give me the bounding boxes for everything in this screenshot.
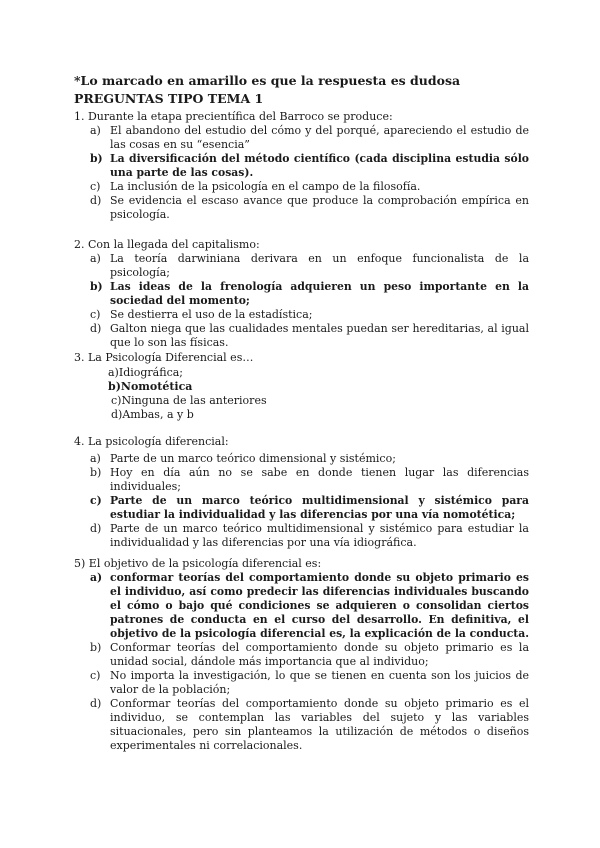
option-1a: a) El abandono del estudio del cómo y del porqué, apareciendo el estudio de las cosas en su “esencia” [90,124,529,151]
question-2-options [74,252,529,350]
page-title: PREGUNTAS TIPO TEMA 1 [74,91,264,106]
option-5b: b) Conformar teorías del comportamiento donde su objeto primario es la unidad social, dándole más importancia que al individuo; [90,641,529,668]
question-4: 4. La psicología diferencial: [74,435,229,448]
option-4a: a) Parte de un marco teórico dimensional y sistémico; [90,452,396,465]
option-2d: d) Galton niega que las cualidades mentales puedan ser hereditarias, al igual que lo son las físicas. [90,322,529,349]
option-1c: c) La inclusión de la psicología en el campo de la filosofía. [90,180,421,193]
question-4-options [74,452,529,550]
option-2a: a) La teoría darwiniana derivara en un enfoque funcionalista de la psicología; [90,252,529,279]
question-5-options [74,571,529,753]
option-4c-answer: c) Parte de un marco teórico multidimensional y sistémico para estudiar la individualidad y las diferencias por una vía nomotética; [90,494,529,521]
option-5c: c) No importa la investigación, lo que se tienen en cuenta son los juicios de valor de la población; [90,669,529,696]
option-1d: d) Se evidencia el escaso avance que produce la comprobación empírica en psicología. [90,194,529,221]
doubt-note: *Lo marcado en amarillo es que la respuesta es dudosa [74,73,461,88]
question-1-options [74,124,529,222]
question-3: 3. La Psicología Diferencial es… [74,351,254,364]
option-3d: d)Ambas, a y b [111,408,194,421]
option-3c: c)Ninguna de las anteriores [111,394,267,407]
question-2: 2. Con la llegada del capitalismo: [74,238,260,251]
option-3b-answer: b)Nomotética [108,380,193,393]
option-2c: c) Se destierra el uso de la estadística; [90,308,313,321]
question-1: 1. Durante la etapa precientífica del Barroco se produce: [74,110,393,123]
option-3a: a)Idiográfica; [108,366,183,379]
option-5a-answer: a) conformar teorías del comportamiento donde su objeto primario es el individuo, así como predecir las diferencias individuales buscando el cómo o bajo qué condiciones se adquieren o consolidan ciertos patrones de conducta en el curso del desarrollo. En definitiva, el objetivo de la psicología diferencial es, la explicación de la conducta. [90,571,530,640]
option-4b: b) Hoy en día aún no se sabe en donde tienen lugar las diferencias individuales; [90,466,529,493]
question-5: 5) El objetivo de la psicología diferencial es: [74,557,322,570]
option-5d: d) Conformar teorías del comportamiento donde su objeto primario es el individuo, se contemplan las variables del sujeto y las variables situacionales, pero sin planteamos la utilización de métodos o diseños experimentales ni correlacionales. [90,697,529,752]
option-4d: d) Parte de un marco teórico multidimensional y sistémico para estudiar la individualidad y las diferencias por una vía idiográfica. [90,522,529,549]
option-2b-answer: b) Las ideas de la frenología adquieren un peso importante en la sociedad del momento; [90,280,529,307]
option-1b-answer: b) La diversificación del método científico (cada disciplina estudia sólo una parte de las cosas). [90,152,529,179]
